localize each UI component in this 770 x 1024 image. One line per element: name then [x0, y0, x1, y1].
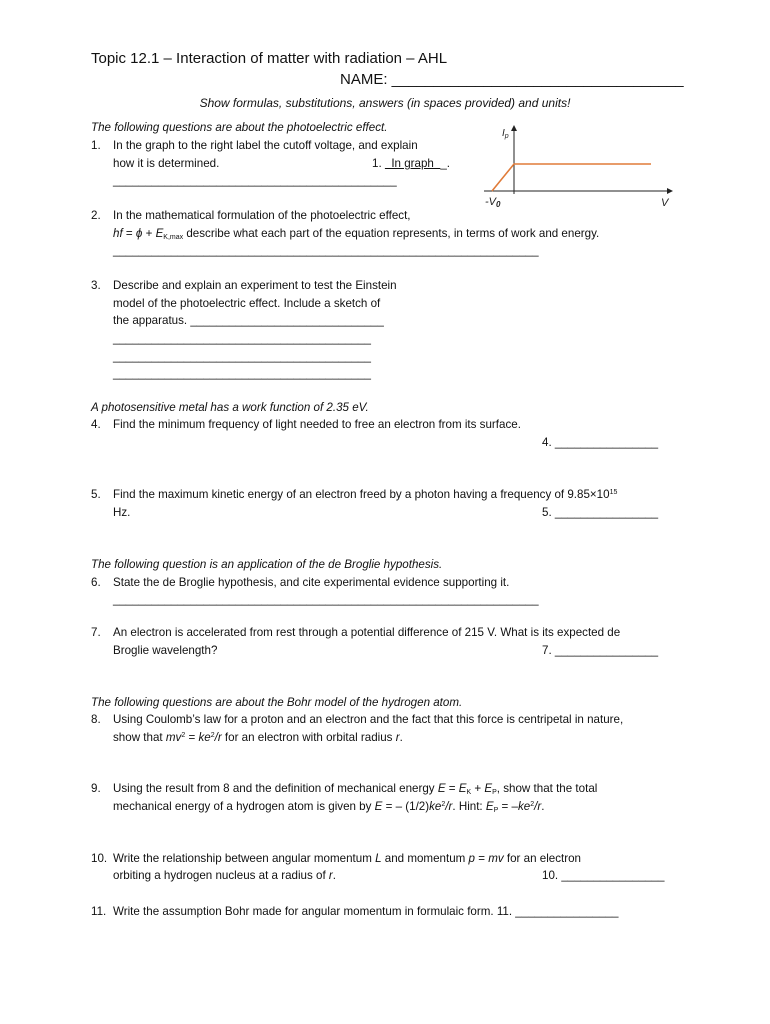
cutoff-voltage-label: -V0	[485, 196, 501, 209]
q3-blank-2[interactable]: ________________________________________	[113, 350, 371, 363]
q7-line1: An electron is accelerated from rest through a potential difference of 215 V. What is its expected de	[113, 626, 621, 639]
q4-number: 4.	[91, 418, 101, 431]
q2-line2: hf = $\phi + E_{K,max}$ describe what each part of the equation represents, in terms of work and energy.	[113, 227, 600, 241]
q11-text[interactable]: Write the assumption Bohr made for angular momentum in formulaic form. 11. ________________	[113, 905, 619, 918]
q8-line1: Using Coulomb’s law for a proton and an electron and the fact that this force is centripetal in nature,	[113, 713, 624, 726]
q7-answer[interactable]: 7. ________________	[542, 644, 659, 657]
q3-blank-3[interactable]: ________________________________________	[113, 367, 371, 380]
q2-number: 2.	[91, 209, 101, 222]
q8-line2: show that $mv^2 = ke^2/r$ for an electron with orbital radius r.	[113, 731, 403, 744]
section1-intro: The following questions are about the photoelectric effect.	[91, 121, 388, 134]
q2-line1: In the mathematical formulation of the photoelectric effect,	[113, 209, 411, 222]
current-voltage-curve	[492, 164, 651, 191]
q9-line1: Using the result from 8 and the definition of mechanical energy $E = E_K + E_P$, show that the total	[113, 782, 598, 796]
q6-blank[interactable]: __________________________________________________________________	[113, 593, 539, 606]
q8-number: 8.	[91, 713, 101, 726]
q4-answer[interactable]: 4. ________________	[542, 436, 659, 449]
name-field[interactable]: NAME: ___________________________________	[340, 71, 684, 88]
q3-line3[interactable]: the apparatus. ______________________________	[113, 314, 384, 327]
q5-line2: Hz.	[113, 506, 131, 519]
q10-number: 10.	[91, 852, 108, 865]
q9-line2: mechanical energy of a hydrogen atom is given by E = – $(1/2)ke^2/r$. Hint: $E_P = -ke^2/r$.	[113, 800, 545, 814]
q5-text: Find the maximum kinetic energy of an electron freed by a photon having a frequency of $9.85\times 10^{15}$	[113, 488, 618, 501]
q1-answer[interactable]: 1. In graph _.	[372, 157, 450, 170]
instructions: Show formulas, substitutions, answers (in spaces provided) and units!	[199, 96, 571, 110]
q6-number: 6.	[91, 576, 101, 589]
q6-text: State the de Broglie hypothesis, and cite experimental evidence supporting it.	[113, 576, 510, 589]
q10-line2: orbiting a hydrogen nucleus at a radius of r.	[113, 869, 337, 882]
page-title: Topic 12.1 – Interaction of matter with radiation – AHL	[91, 50, 448, 67]
q1-answer-value: In graph	[384, 157, 441, 170]
q5-number: 5.	[91, 488, 101, 501]
q3-blank-1[interactable]: ________________________________________	[113, 332, 371, 345]
q1-blank[interactable]: ____________________________________________	[113, 174, 397, 187]
q3-line1: Describe and explain an experiment to test the Einstein	[113, 279, 397, 292]
section2-intro: A photosensitive metal has a work function of 2.35 eV.	[91, 401, 369, 414]
q1-line2: how it is determined.	[113, 157, 220, 170]
section4-intro: The following questions are about the Bohr model of the hydrogen atom.	[91, 696, 463, 709]
photoelectric-graph	[478, 122, 678, 214]
q1-number: 1.	[91, 139, 101, 152]
q3-number: 3.	[91, 279, 101, 292]
q5-answer[interactable]: 5. ________________	[542, 506, 659, 519]
q10-answer[interactable]: 10. ________________	[542, 869, 665, 882]
section3-intro: The following question is an application of the de Broglie hypothesis.	[91, 558, 443, 571]
x-axis-label: V	[661, 197, 669, 209]
q4-text: Find the minimum frequency of light needed to free an electron from its surface.	[113, 418, 521, 431]
q10-line1: Write the relationship between angular momentum L and momentum p = mv for an electron	[113, 852, 582, 865]
q7-number: 7.	[91, 626, 101, 639]
q2-blank[interactable]: __________________________________________________________________	[113, 244, 539, 257]
q7-line2: Broglie wavelength?	[113, 644, 218, 657]
y-axis-label: $I_p$	[502, 128, 509, 140]
q11-number: 11.	[91, 905, 107, 918]
q9-number: 9.	[91, 782, 101, 795]
q3-line2: model of the photoelectric effect. Include a sketch of	[113, 297, 381, 310]
q1-line1: In the graph to the right label the cutoff voltage, and explain	[113, 139, 418, 152]
